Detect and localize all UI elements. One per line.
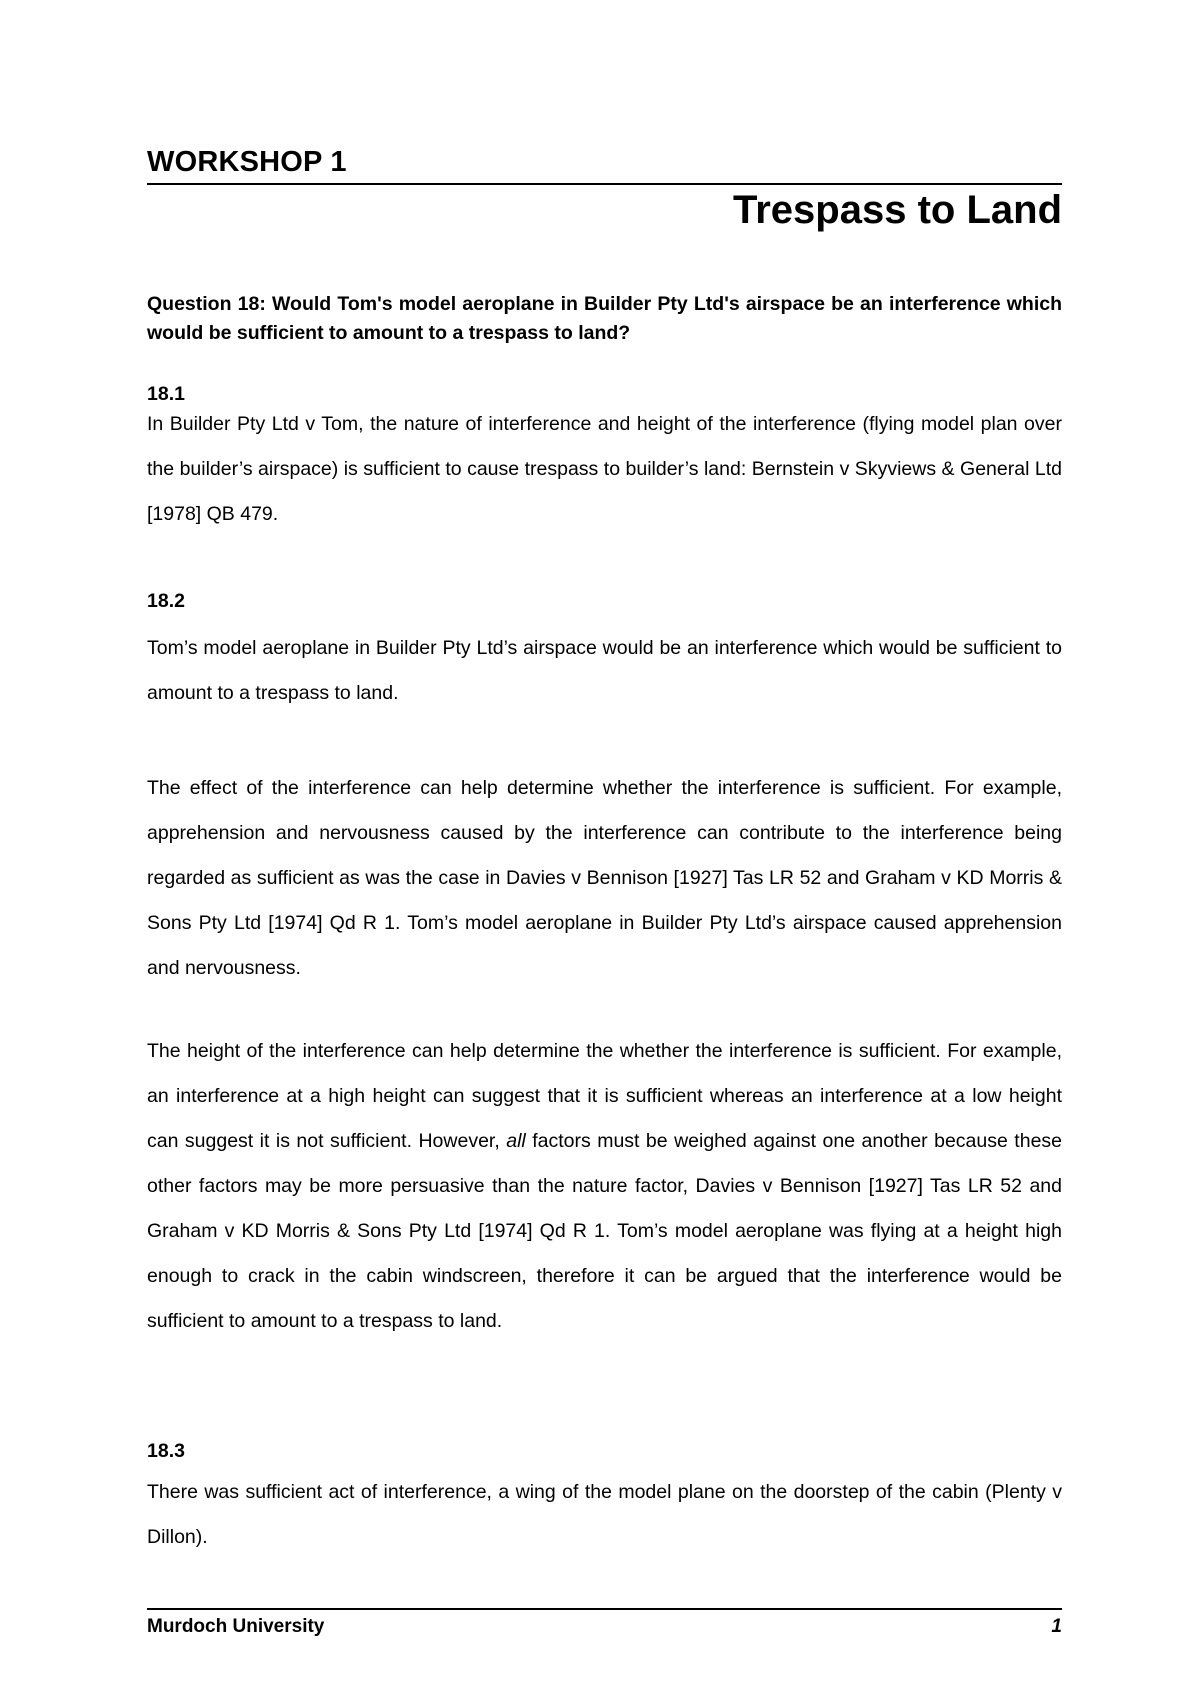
section-number-18-2: 18.2 <box>147 590 185 612</box>
section-18-3-text: There was sufficient act of interference, a wing of the model plane on the doorstep of the cabin (Plenty v Dillon). <box>147 1481 1062 1548</box>
workshop-label: WORKSHOP 1 <box>147 146 347 178</box>
section-18-1-text: In Builder Pty Ltd v Tom, the nature of interference and height of the interference (flying model plan over the builder’s airspace) is sufficient to cause trespass to builder’s land: Bernstein v Skyviews & General Ltd [1978] QB 479. <box>147 413 1062 525</box>
section-18-2-paragraph-3 <box>147 1029 1062 1344</box>
header-rule <box>147 183 1062 185</box>
footer-page-number: 1 <box>1051 1616 1062 1637</box>
paragraph-3-rest: factors must be weighed against one another because these other factors may be more persuasive than the nature factor, Davies v Bennison [1927] Tas LR 52 and Graham v KD Morris & Sons Pty Ltd [1974] Qd R 1. Tom’s model aeroplane was flying at a height high enough to crack in the cabin windscreen, therefore it can be argued that the interference would be sufficient to amount to a trespass to land. <box>147 1130 1063 1332</box>
question-text: Question 18: Would Tom's model aeroplane in Builder Pty Ltd's airspace be an interference which would be sufficient to amount to a trespass to land? <box>147 293 1062 344</box>
section-18-2-paragraph-1: Tom’s model aeroplane in Builder Pty Ltd’s airspace would be an interference which would be sufficient to amount to a trespass to land. <box>147 637 1062 704</box>
emphasis-all: all <box>506 1130 526 1152</box>
footer-rule <box>147 1608 1062 1610</box>
section-number-18-3: 18.3 <box>147 1440 185 1462</box>
section-18-2-paragraph-2: The effect of the interference can help determine whether the interference is sufficient. For example, apprehension and nervousness caused by the interference can contribute to the interference being regarded as sufficient as was the case in Davies v Bennison [1927] Tas LR 52 and Graham v KD Morris & Sons Pty Ltd [1974] Qd R 1. Tom’s model aeroplane in Builder Pty Ltd’s airspace caused apprehension and nervousness. <box>147 777 1062 979</box>
footer-institution: Murdoch University <box>147 1616 325 1637</box>
paragraph-3-lead: The height of the interference can help determine the whether the interference is sufficient. For example, an interference at a high height can suggest that it is sufficient whereas an interference at a low height can suggest it is not sufficient. However, <box>147 1040 1062 1152</box>
page-title: Trespass to Land <box>733 188 1062 232</box>
section-number-18-1: 18.1 <box>147 383 185 405</box>
